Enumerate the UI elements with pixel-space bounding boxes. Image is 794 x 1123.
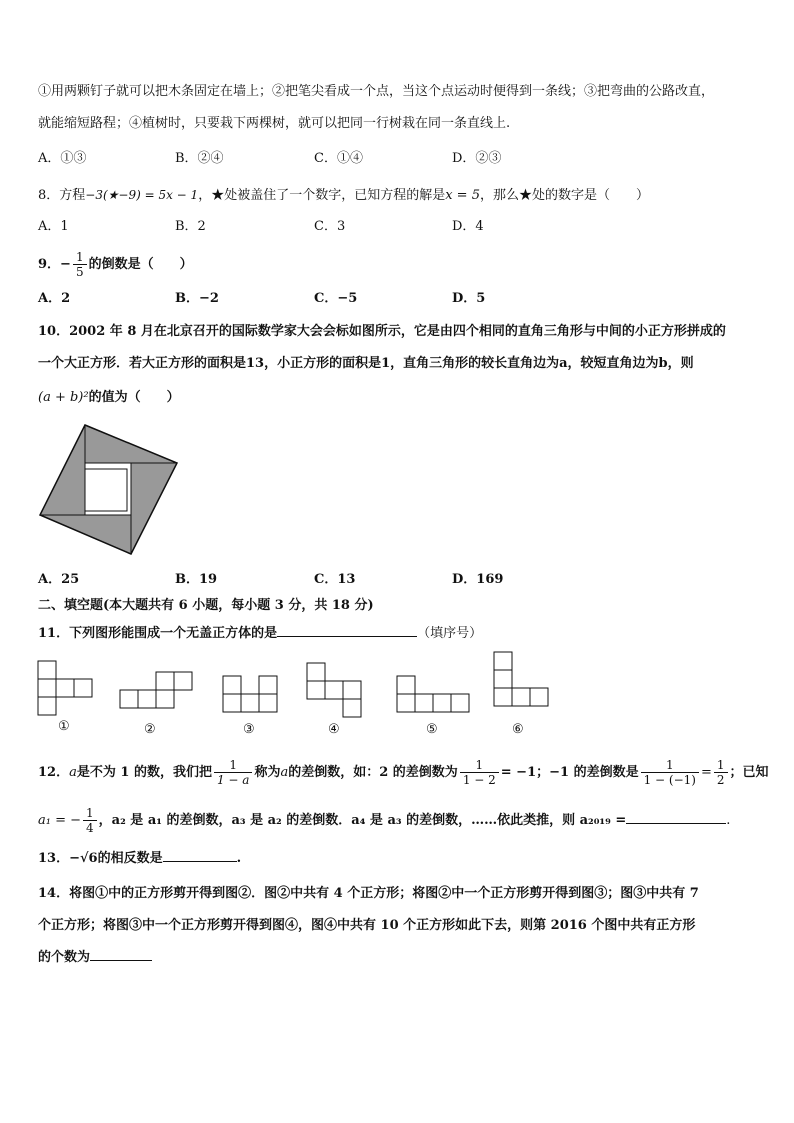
q9-option-c: C．−5: [314, 291, 358, 306]
q14-answer-blank: [90, 948, 152, 961]
q7-option-b: B．②④: [175, 151, 224, 166]
q9-option-a: A．2: [38, 291, 71, 306]
q9-option-d: D．5: [452, 291, 486, 306]
net-2: [120, 672, 192, 708]
q10-text-line2: 一个大正方形．若大正方形的面积是13，小正方形的面积是1，直角三角形的较长直角边为a，较短直角边为b，则: [38, 356, 694, 371]
q10-option-b: B．19: [175, 572, 218, 587]
q11-prefix: 11．下列图形能围成一个无盖正方体的是: [38, 626, 278, 641]
q12-fraction-def-den: 1 − a: [216, 773, 250, 787]
q8-option-a: A．1: [38, 219, 69, 234]
q14-text-line1: 14．将图①中的正方形剪开得到图②．图②中共有 4 个正方形；将图②中一个正方形剪开得到图③；图③中共有 7: [38, 886, 699, 901]
q14-text-line2: 个正方形；将图③中一个正方形剪开得到图④，图④中共有 10 个正方形如此下去，则第 2016 个图中共有正方形: [38, 918, 696, 933]
q9-fraction-den: 5: [75, 265, 84, 279]
q8-prefix: 8．方程: [38, 188, 86, 203]
q12-text-5: =: [700, 765, 712, 780]
q10-option-d: D．169: [452, 572, 504, 587]
q8-tail: ，那么★处的数字是（ ）: [479, 188, 649, 203]
q13-question: [38, 849, 241, 867]
q12-fraction-ex2-num: 1: [641, 758, 699, 773]
q10-expr: (a + b)²: [38, 390, 89, 405]
q12-var-a: a: [69, 765, 77, 780]
q11-net-figures: [30, 648, 560, 723]
net-4: [307, 663, 361, 717]
q12-number: 12．: [38, 765, 70, 780]
q10-option-c: C．13: [314, 572, 356, 587]
q8-solution: x = 5: [445, 188, 480, 203]
q12-fraction-def: [214, 758, 252, 787]
q10-zhaoshuang-figure: [38, 423, 180, 558]
q13-answer-blank: [163, 849, 237, 862]
net-3: [223, 676, 277, 712]
q11-label-6: ⑥: [512, 722, 524, 737]
q9-prefix: 9．−: [38, 257, 71, 272]
q12-text-3: 的差倒数，如：2 的差倒数为: [288, 765, 458, 780]
q13-end: .: [236, 851, 242, 866]
q12-fraction-ex1: [460, 758, 499, 787]
q11-label-3: ③: [243, 722, 255, 737]
q12-end: .: [726, 813, 731, 828]
q12-fraction-a1-num: 1: [83, 806, 97, 821]
q12-var-a-2: a: [280, 765, 289, 780]
q12-line1: [38, 758, 769, 787]
q11-label-4: ④: [328, 722, 340, 737]
q12-fraction-ex2: [641, 758, 699, 787]
q8-option-c: C．3: [314, 219, 346, 234]
q11-question: [38, 624, 482, 642]
q8-option-b: B．2: [175, 219, 206, 234]
net-6: [494, 652, 548, 706]
q9-fraction: [73, 250, 87, 279]
q12-fraction-ex2-result-num: 1: [714, 758, 728, 773]
q10-text-line3: [38, 390, 180, 406]
q8-suffix: ，★处被盖住了一个数字，已知方程的解是: [198, 188, 446, 203]
q13-tail: 的相反数是: [97, 851, 163, 866]
q12-text-6: ；已知: [729, 765, 769, 780]
q7-option-c: C．①④: [314, 151, 363, 166]
q12-fraction-ex2-result: [714, 758, 728, 787]
q10-option-a: A．25: [38, 572, 80, 587]
q11-label-5: ⑤: [426, 722, 438, 737]
net-5: [397, 676, 469, 712]
q8-option-d: D．4: [452, 219, 484, 234]
q11-tail: （填序号）: [417, 626, 483, 641]
q9-option-b: B．−2: [175, 291, 219, 306]
q13-prefix: 13．−√6: [38, 851, 98, 866]
q12-line2: [38, 806, 730, 835]
q12-fraction-ex2-den: 1 − (−1): [643, 773, 696, 787]
q12-fraction-a1-den: 4: [86, 821, 94, 835]
q7-text-line1: ①用两颗钉子就可以把木条固定在墙上；②把笔尖看成一个点，当这个点运动时便得到一条线；③把弯曲的公路改直，: [38, 84, 715, 99]
q10-text-line1: 10．2002 年 8 月在北京召开的国际数学家大会会标如图所示，它是由四个相同的直角三角形与中间的小正方形拼成的: [38, 324, 726, 339]
q11-label-2: ②: [144, 722, 156, 737]
q11-label-1: ①: [58, 719, 70, 734]
inner-square: [85, 469, 127, 511]
q7-text-line2: 就能缩短路程；④植树时，只要栽下两棵树，就可以把同一行树栽在同一条直线上.: [38, 116, 511, 131]
q12-text-4: = −1；−1 的差倒数是: [500, 765, 639, 780]
q9-fraction-num: 1: [73, 250, 87, 265]
q14-line3-text: 的个数为: [38, 950, 91, 965]
q8-equation: −3(★−9) = 5x − 1: [85, 188, 199, 202]
q12-fraction-ex1-den: 1 − 2: [462, 773, 496, 787]
net-1: [38, 661, 92, 715]
q11-answer-blank: [277, 624, 417, 637]
q12-text-2: 称为: [254, 765, 281, 780]
q8-question: [38, 187, 649, 204]
q12-fraction-ex1-num: 1: [460, 758, 499, 773]
q12-fraction-ex2-result-den: 2: [716, 773, 725, 787]
q12-fraction-def-num: 1: [214, 758, 252, 773]
q12-a1: a₁ = −: [38, 813, 82, 828]
q7-option-a: A．①③: [38, 151, 87, 166]
q10-tail: 的值为（ ）: [88, 390, 180, 405]
q9-question: [38, 250, 193, 279]
q14-text-line3: [38, 948, 152, 966]
q12-answer-blank: [626, 811, 726, 824]
q12-text-rest: ，a₂ 是 a₁ 的差倒数，a₃ 是 a₂ 的差倒数．a₄ 是 a₃ 的差倒数，……依此类推，则 a₂₀₁₉ =: [98, 813, 627, 828]
q12-fraction-a1: [83, 806, 97, 835]
section-2-heading: 二、填空题(本大题共有 6 小题，每小题 3 分，共 18 分): [38, 598, 374, 613]
q9-suffix: 的倒数是（ ）: [88, 257, 193, 272]
q7-option-d: D．②③: [452, 151, 502, 166]
q12-text-1: 是不为 1 的数，我们把: [76, 765, 212, 780]
